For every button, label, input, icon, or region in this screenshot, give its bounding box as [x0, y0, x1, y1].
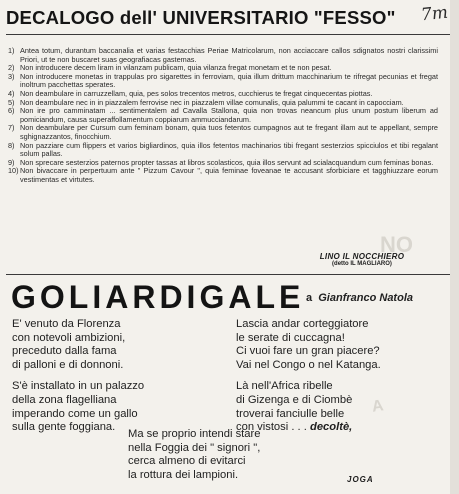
title-rule [6, 34, 450, 35]
decalogo-list [8, 47, 438, 185]
decalogo-title: DECALOGO dell' UNIVERSITARIO "FESSO" [6, 7, 396, 28]
poem-line: Ma se proprio intendi stare [128, 428, 261, 440]
poem-closing-stanza [128, 428, 260, 482]
list-item: 7) Non deambulare per Cursum cum feminam bonam, quia tuos fetentos cumpagnos aut te fregant illam aut te appellant, sempre sghignazzantos, finocchium. [8, 123, 438, 141]
handwritten-note: 7m [420, 2, 449, 26]
bleed-through-text: NO [380, 232, 413, 257]
poem-line: Vai nel Congo o nel Katanga. [236, 358, 381, 371]
poem-line: S'è installato in un palazzo [12, 380, 145, 393]
page-edge [450, 0, 459, 494]
poem-line: di palloni e di donnoni. [12, 358, 124, 371]
signature-alias: (detto IL MAGLIARO) [332, 261, 392, 267]
poem-line: nella Foggia dei " signori ", [128, 441, 261, 454]
poem-line: con vistosi . . . decoltè, [236, 421, 353, 434]
list-item: 9) Non sprecare sesterzios paternos propter tassas at libros scolasticos, quia illos servunt ad scialacquandum cum feminas bonas. [8, 157, 434, 167]
poem-line: con notevoli ambizioni, [12, 331, 126, 344]
poem-line: imperando come un gallo [12, 407, 138, 420]
poem-line: di Gizenga e di Ciombè [236, 393, 353, 406]
signature-name: LINO IL NOCCHIERO [319, 252, 405, 261]
emphasis-word: decoltè, [310, 421, 353, 434]
goliardigale-title: GOLIARDIGALE [11, 279, 305, 315]
poem-line: Là nell'Africa ribelle [236, 380, 333, 393]
list-item: 4) Non deambulare in carruzzellam, quia, pes solos trecentos metros, cucchierus te fregat cinquecentas piottas. [8, 88, 373, 98]
poem-line: preceduto dalla fama [12, 345, 117, 358]
poem-line: la rottura dei lampioni. [128, 468, 239, 481]
poem-line: sulla gente foggiana. [12, 421, 116, 434]
list-item: 2) Non introducere decem liram in vilanzam publicam, quia vilanza fregat monetam et te non pesat. [8, 63, 332, 73]
poem-line: Lascia andar corteggiatore [236, 318, 369, 330]
bleed-through-text: A [370, 397, 385, 416]
poem-line: troverai fanciulle belle [236, 407, 345, 420]
poem-line: cerca almeno di evitarci [128, 455, 246, 468]
section-rule [6, 274, 450, 275]
dedication: a Gianfranco Natola [306, 292, 413, 304]
poem-left-column [12, 318, 144, 443]
stanza [12, 380, 144, 434]
poem-line: della zona flagelliana [12, 393, 117, 406]
list-item: 5) Non deambulare nec in in piazzalem ferrovise nec in piazzalem villae comunalis, quia palummi te cacant in capocciam. [8, 97, 404, 107]
poem-right-column [236, 318, 381, 443]
stanza [236, 380, 381, 434]
poem-line: le serate di cuccagna! [236, 331, 345, 344]
list-item: 10) Non bivaccare in perpertuum ante " Pizzum Cavour ", quia feminae foveanae te accusant sforbiciare et tagghiuzzare eorum vestimentas et virtutes. [8, 166, 438, 184]
list-item: 8) Non pazziare cum flippers et varios bigliardinos, quia illos fetentos machinarios tibi fregant sesterzios spicciulos et tibi regalant solum pallas. [8, 140, 438, 159]
list-item: 1) Antea totum, durantum baccanalia et varias festacchias Periae Matricolarum, non acciaccare callos sdignatos nostri clarissimi Priori, ut te non buscaret suas geografiacas gastemas. [8, 46, 438, 64]
stanza [12, 318, 144, 372]
decalogo-signature [300, 252, 424, 267]
list-item: 3) Non introducere monetas in trappulas pro sigarettes in ferroviam, quia illum drittum macchinarium te rifregat pecunias et fregat inoltrum pacchettas sperates. [8, 71, 438, 90]
stanza [236, 318, 381, 372]
poem-line: E' venuto da Florenza [12, 318, 121, 330]
poem-line: Ci vuoi fare un gran piacere? [236, 345, 380, 358]
list-item: 6) Non ire pro camminatam ... sentimentalem ad Cavalla Stallona, quia non trovas neancum plus unum postum liberum ad pomiciandum, causa superaffollamentum coppiarum ammucciandarum. [8, 106, 438, 124]
poem-signature: JOGA [347, 475, 374, 484]
